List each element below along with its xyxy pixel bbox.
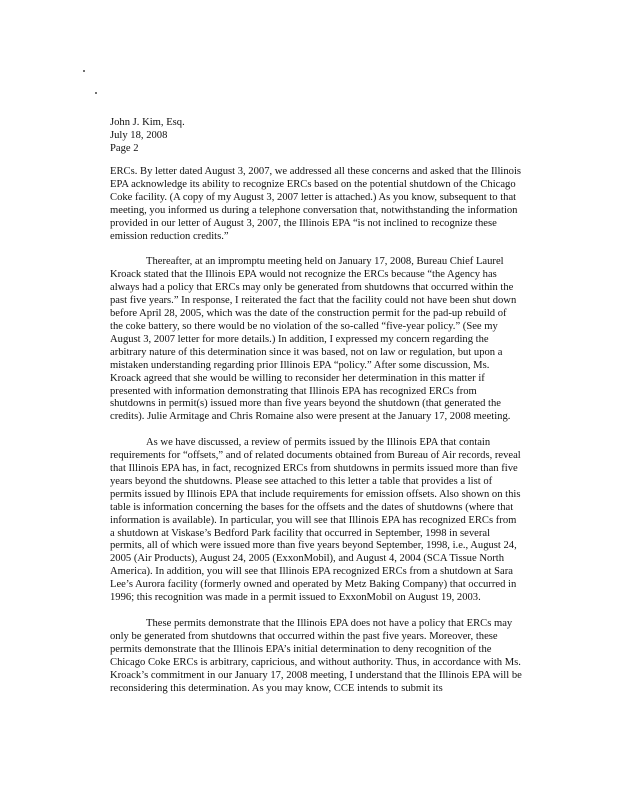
page-number: Page 2 (110, 142, 139, 154)
paragraph-erc-letter: ERCs. By letter dated August 3, 2007, we addressed all these concerns and asked that the Illinois EPA acknowledge its ability to recognize ERCs based on the potential shutdown of the Chicago Coke facility. (A copy of my August 3, 2007 letter is attached.) As you know, subsequent to that meeting, you informed us during a telephone conversation that, notwithstanding the information provided in our letter of August 3, 2007, the Illinois EPA “is not inclined to recognize these emission reduction credits.” (110, 166, 522, 242)
recipient-name: John J. Kim, Esq. (110, 117, 185, 128)
letter-header (110, 117, 410, 156)
letter-body (110, 166, 522, 708)
scan-speck (83, 70, 85, 72)
paragraph-january-meeting: Thereafter, at an impromptu meeting held on January 17, 2008, Bureau Chief Laurel Kroack stated that the Illinois EPA would not recognize the ERCs because “the Agency has always had a policy that ERCs may only be generated from shutdowns that occurred within the past five years.” In response, I reiterated the fact that the facility could not have been shut down before April 28, 2005, which was the date of the construction permit for the pad-up rebuild of the coke battery, so there would be no violation of the so-called “five-year policy.” (See my August 3, 2007 letter for more details.) In addition, I expressed my concern regarding the arbitrary nature of this determination since it was based, not on law or regulation, but upon a mistaken understanding regarding prior Illinois EPA “policy.” After some discussion, Ms. Kroack agreed that she would be willing to reconsider her determination in this matter if presented with information demonstrating that Illinois EPA has recognized ERCs from shutdowns in permit(s) issued more than five years beyond the shutdown (that generated the credits). Julie Armitage and Chris Romaine also were present at the January 17, 2008 meeting. (110, 256, 517, 423)
paragraph-permit-review: As we have discussed, a review of permits issued by the Illinois EPA that contain requirements for “offsets,” and of related documents obtained from Bureau of Air records, reveal that Illinois EPA has, in fact, recognized ERCs from shutdowns in permits issued more than five years beyond the shutdowns. Please see attached to this letter a table that provides a list of permits issued by Illinois EPA that include requirements for emission offsets. Also shown on this table is information concerning the bases for the offsets and the dates of shutdowns (where that information is available). In particular, you will see that Illinois EPA has recognized ERCs from a shutdown at Viskase’s Bedford Park facility that occurred in September, 1998 in several permits, all of which were issued more than five years beyond September, 1998, i.e., August 24, 2005 (Air Products), August 24, 2005 (ExxonMobil), and August 4, 2004 (SCA Tissue North America). In addition, you will see that Illinois EPA recognized ERCs from a shutdown at Sara Lee’s Aurora facility (formerly owned and operated by Metz Baking Company) that occurred in 1996; this recognition was made in a permit issued to ExxonMobil on August 19, 2003. (110, 437, 521, 604)
paragraph-conclusion: These permits demonstrate that the Illinois EPA does not have a policy that ERCs may only be generated from shutdowns that occurred within the past five years. Moreover, these permits demonstrate that the Illinois EPA’s initial determination to deny recognition of the Chicago Coke ERCs is arbitrary, capricious, and without authority. Thus, in accordance with Ms. Kroack’s commitment in our January 17, 2008 meeting, I understand that the Illinois EPA will be reconsidering this determination. As you may know, CCE intends to submit its (110, 618, 522, 694)
letter-date: July 18, 2008 (110, 129, 168, 141)
scan-speck (95, 92, 97, 94)
